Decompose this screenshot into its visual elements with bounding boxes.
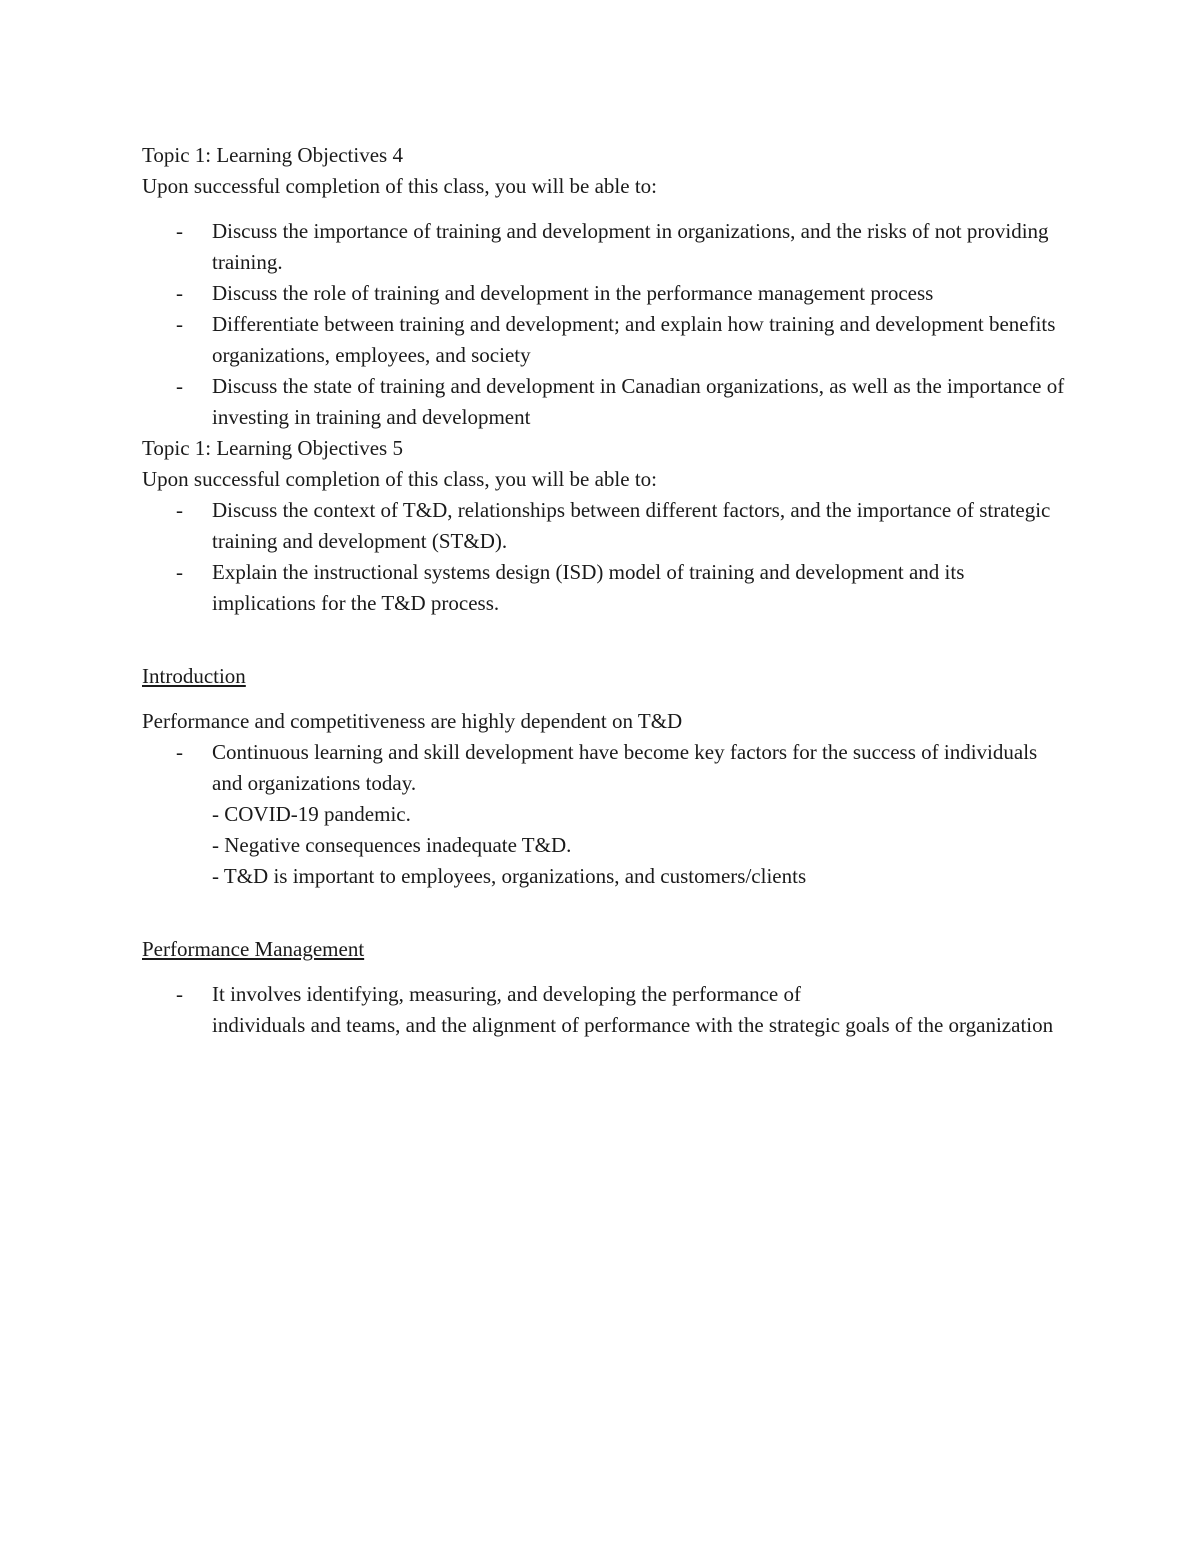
dash-bullet: -: [176, 281, 183, 305]
lo4-title: Topic 1: Learning Objectives 4: [142, 143, 403, 167]
introduction-heading: Introduction: [142, 664, 246, 688]
list-item: [142, 371, 1072, 433]
sub-item: - Negative consequences inadequate T&D.: [212, 833, 572, 857]
dash-bullet: -: [176, 374, 183, 398]
lo5-title: Topic 1: Learning Objectives 5: [142, 436, 403, 460]
lo4-intro: Upon successful completion of this class, you will be able to:: [142, 174, 657, 198]
lo5-intro: Upon successful completion of this class, you will be able to:: [142, 467, 657, 491]
list-item: [142, 216, 1072, 278]
performance-management-list: [142, 979, 1072, 1041]
sub-item: - COVID-19 pandemic.: [212, 802, 411, 826]
list-item: [142, 979, 1072, 1041]
sub-item: - T&D is important to employees, organizations, and customers/clients: [212, 864, 807, 888]
list-item-text: Differentiate between training and development; and explain how training and development benefits organizations, employees, and society: [212, 312, 1056, 367]
list-item: [142, 495, 1072, 557]
introduction-lead: Performance and competitiveness are highly dependent on T&D: [142, 709, 683, 733]
list-item-text: Discuss the context of T&D, relationships between different factors, and the importance of strategic training and development (ST&D).: [212, 498, 1051, 553]
list-item: [142, 278, 1072, 309]
list-item-text: Discuss the role of training and development in the performance management process: [212, 281, 934, 305]
list-item-text: It involves identifying, measuring, and developing the performance of: [212, 982, 801, 1006]
dash-bullet: -: [176, 560, 183, 584]
dash-bullet: -: [176, 219, 183, 243]
list-item: [142, 737, 1072, 799]
list-item-text: individuals and teams, and the alignment of performance with the strategic goals of the organization: [212, 1013, 1054, 1037]
list-item: [142, 557, 1072, 619]
dash-bullet: -: [176, 312, 183, 336]
list-item-text: Discuss the importance of training and development in organizations, and the risks of not providing training.: [212, 219, 1049, 274]
dash-bullet: -: [176, 498, 183, 522]
document-content: [142, 140, 1072, 1041]
performance-management-heading: Performance Management: [142, 937, 365, 961]
list-item-text: Continuous learning and skill development have become key factors for the success of individuals and organizations today.: [212, 740, 1038, 795]
list-item: [142, 309, 1072, 371]
dash-bullet: -: [176, 982, 183, 1006]
list-item-text: Explain the instructional systems design (ISD) model of training and development and its implications for the T&D process.: [212, 560, 965, 615]
introduction-list: [142, 737, 1072, 799]
section-spacer: [142, 892, 1072, 934]
section-spacer: [142, 619, 1072, 661]
dash-bullet: -: [176, 740, 183, 764]
lo5-list: [142, 495, 1072, 619]
list-item-text: Discuss the state of training and development in Canadian organizations, as well as the importance of investing in training and development: [212, 374, 1065, 429]
introduction-sub-list: [142, 799, 1072, 892]
lo4-list: [142, 216, 1072, 433]
